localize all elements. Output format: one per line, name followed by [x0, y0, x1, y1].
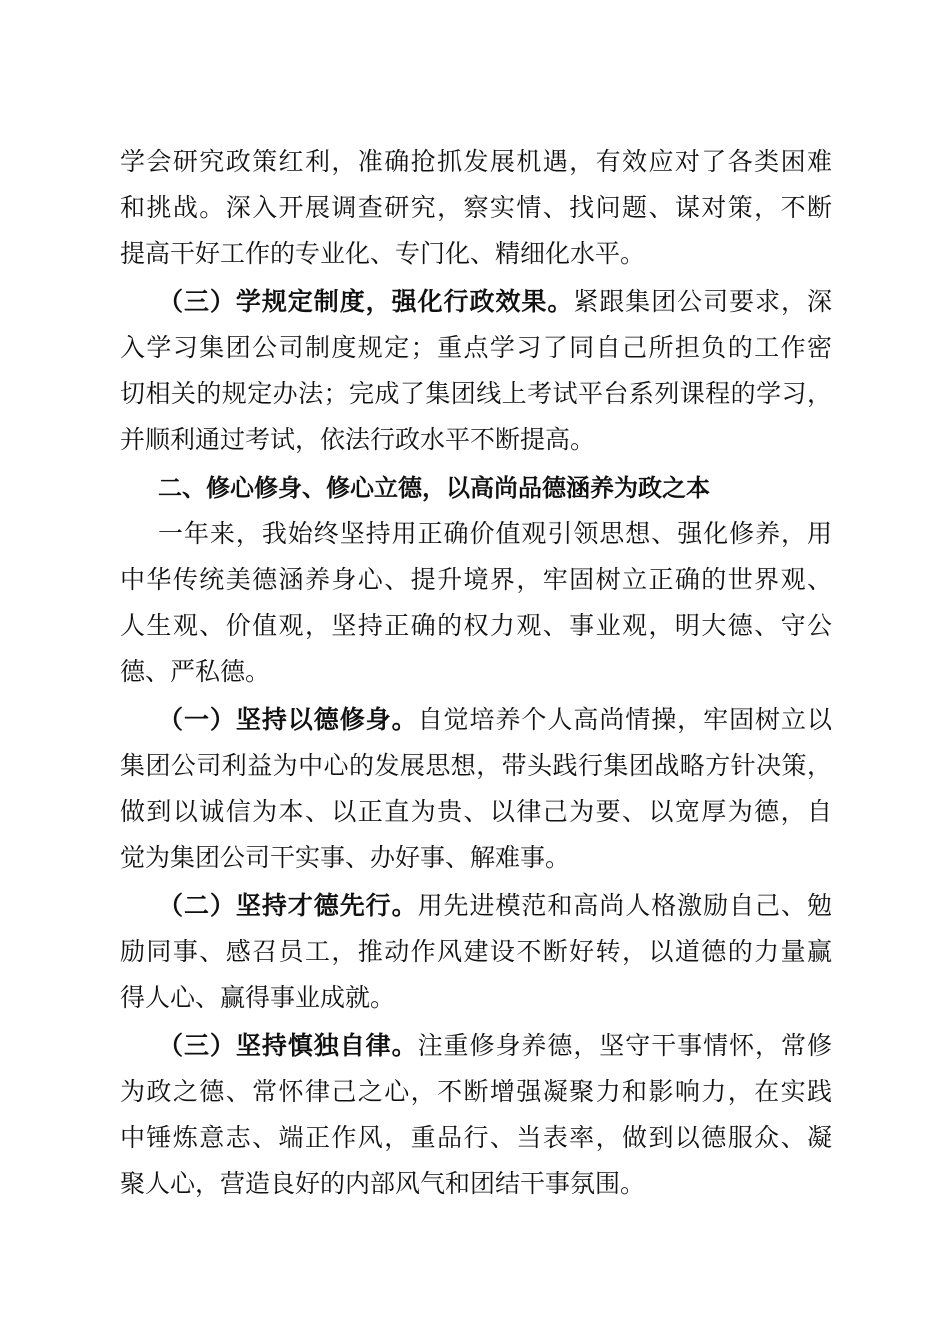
- section-3-text: 紧跟集团公司要求，深: [573, 287, 832, 316]
- paragraph-line: 德、严私德。: [120, 657, 271, 686]
- paragraph-line: 聚人心，营造良好的内部风气和团结干事氛围。: [120, 1169, 646, 1198]
- item-1-first-line: [158, 700, 832, 740]
- paragraph-line: 提高干好工作的专业化、专门化、精细化水平。: [120, 239, 646, 268]
- item-2-text: 用先进模范和高尚人格激励自己、勉: [417, 891, 832, 920]
- paragraph-line: 集团公司利益为中心的发展思想，带头践行集团战略方针决策，: [120, 751, 832, 780]
- paragraph-line: 并顺利通过考试，依法行政水平不断提高。: [120, 425, 596, 454]
- item-1-title: （一）坚持以德修身。: [158, 705, 418, 734]
- item-3-first-line: [158, 1026, 832, 1066]
- paragraph-line: 中华传统美德涵养身心、提升境界，牢固树立正确的世界观、: [120, 565, 832, 594]
- paragraph-line: 人生观、价值观，坚持正确的权力观、事业观，明大德、守公: [120, 611, 832, 640]
- section-heading: 二、修心修身、修心立德，以高尚品德涵养为政之本: [158, 474, 710, 502]
- item-2-title: （二）坚持才德先行。: [158, 891, 418, 920]
- paragraph-line: 切相关的规定办法；完成了集团线上考试平台系列课程的学习，: [120, 379, 832, 408]
- paragraph-line: 得人心、赢得事业成就。: [120, 983, 396, 1012]
- paragraph-line: 和挑战。深入开展调查研究，察实情、找问题、谋对策，不断: [120, 193, 832, 222]
- item-3-text: 注重修身养德，坚守干事情怀，常修: [417, 1031, 832, 1060]
- paragraph-line: 觉为集团公司干实事、办好事、解难事。: [120, 843, 571, 872]
- paragraph-line: 做到以诚信为本、以正直为贵、以律己为要、以宽厚为德，自: [120, 797, 832, 826]
- section-3-first-line: [158, 282, 832, 322]
- paragraph-line: 励同事、感召员工，推动作风建设不断好转，以道德的力量赢: [120, 937, 832, 966]
- item-3-title: （三）坚持慎独自律。: [158, 1031, 418, 1060]
- paragraph-line: 学会研究政策红利，准确抢抓发展机遇，有效应对了各类困难: [120, 147, 832, 176]
- item-2-first-line: [158, 886, 832, 926]
- paragraph-line: 入学习集团公司制度规定；重点学习了同自己所担负的工作密: [120, 333, 832, 362]
- paragraph-line: 为政之德、常怀律己之心，不断增强凝聚力和影响力，在实践: [120, 1077, 832, 1106]
- section-3-title: （三）学规定制度，强化行政效果。: [158, 287, 574, 316]
- item-1-text: 自觉培养个人高尚情操，牢固树立以: [417, 705, 832, 734]
- paragraph-line: 中锤炼意志、端正作风，重品行、当表率，做到以德服众、凝: [120, 1123, 832, 1152]
- paragraph-line: 一年来，我始终坚持用正确价值观引领思想、强化修养，用: [158, 519, 832, 548]
